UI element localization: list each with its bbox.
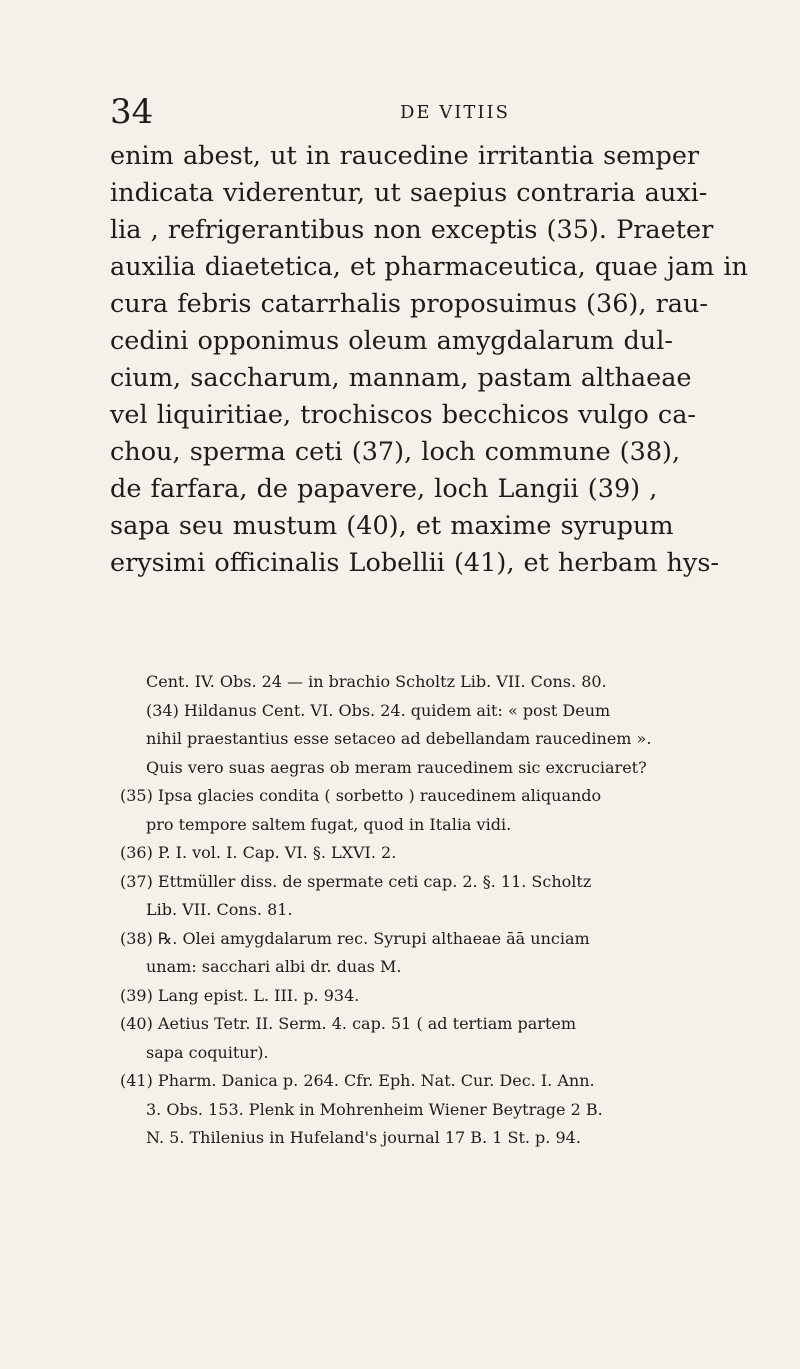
text-line: lia , refrigerantibus non exceptis (35). Praeter <box>110 215 714 245</box>
text-line: chou, sperma ceti (37), loch commune (38), <box>110 437 681 467</box>
footnote-line: nihil praestantius esse setaceo ad debellandam raucedinem ». <box>146 729 652 748</box>
footnote-line: (41) Pharm. Danica p. 264. Cfr. Eph. Nat. Cur. Dec. I. Ann. <box>120 1071 595 1090</box>
page-header <box>110 92 720 132</box>
text-line: indicata viderentur, ut saepius contraria auxi- <box>110 178 708 208</box>
footnote-line: pro tempore saltem fugat, quod in Italia vidi. <box>146 814 512 834</box>
text-line: cedini opponimus oleum amygdalarum dul- <box>110 326 673 356</box>
text-line: vel liquiritiae, trochiscos becchicos vulgo ca- <box>110 400 697 430</box>
footnote-line: (34) Hildanus Cent. VI. Obs. 24. quidem ait: « post Deum <box>146 700 611 720</box>
running-title: DE VITIIS <box>400 102 510 123</box>
footnote-line: (37) Ettmüller diss. de spermate ceti cap. 2. §. 11. Scholtz <box>120 871 592 891</box>
footnote-line: N. 5. Thilenius in Hufeland's journal 17 B. 1 St. p. 94. <box>146 1128 581 1147</box>
footnote-line: (36) P. I. vol. I. Cap. VI. §. LXVI. 2. <box>120 843 397 862</box>
footnote-line: Quis vero suas aegras ob meram raucedinem sic excruciaret? <box>146 757 647 777</box>
footnote-line: (38) ℞. Olei amygdalarum rec. Syrupi althaeae āā unciam <box>120 928 590 948</box>
text-line: enim abest, ut in raucedine irritantia semper <box>110 141 700 171</box>
footnote-line: (39) Lang epist. L. III. p. 934. <box>120 985 360 1005</box>
main-text <box>110 138 748 582</box>
footnote-line: Cent. IV. Obs. 24 — in brachio Scholtz Lib. VII. Cons. 80. <box>146 672 607 691</box>
text-line: de farfara, de papavere, loch Langii (39) , <box>110 474 658 504</box>
footnote-line: Lib. VII. Cons. 81. <box>146 900 293 919</box>
text-line: auxilia diaetetica, et pharmaceutica, quae jam in <box>110 252 748 282</box>
footnote-line: 3. Obs. 153. Plenk in Mohrenheim Wiener Beytrage 2 B. <box>146 1099 603 1119</box>
text-line: cura febris catarrhalis proposuimus (36), rau- <box>110 289 709 319</box>
footnote-line: sapa coquitur). <box>146 1042 269 1062</box>
text-line: cium, saccharum, mannam, pastam althaeae <box>110 363 692 393</box>
footnotes <box>120 668 730 1153</box>
footnote-line: (40) Aetius Tetr. II. Serm. 4. cap. 51 ( ad tertiam partem <box>120 1014 577 1033</box>
text-line: sapa seu mustum (40), et maxime syrupum <box>110 511 674 541</box>
text-line: erysimi officinalis Lobellii (41), et herbam hys- <box>110 548 720 578</box>
page-number: 34 <box>110 92 154 132</box>
footnote-line: unam: sacchari albi dr. duas M. <box>146 957 402 976</box>
footnote-line: (35) Ipsa glacies condita ( sorbetto ) raucedinem aliquando <box>120 786 602 805</box>
